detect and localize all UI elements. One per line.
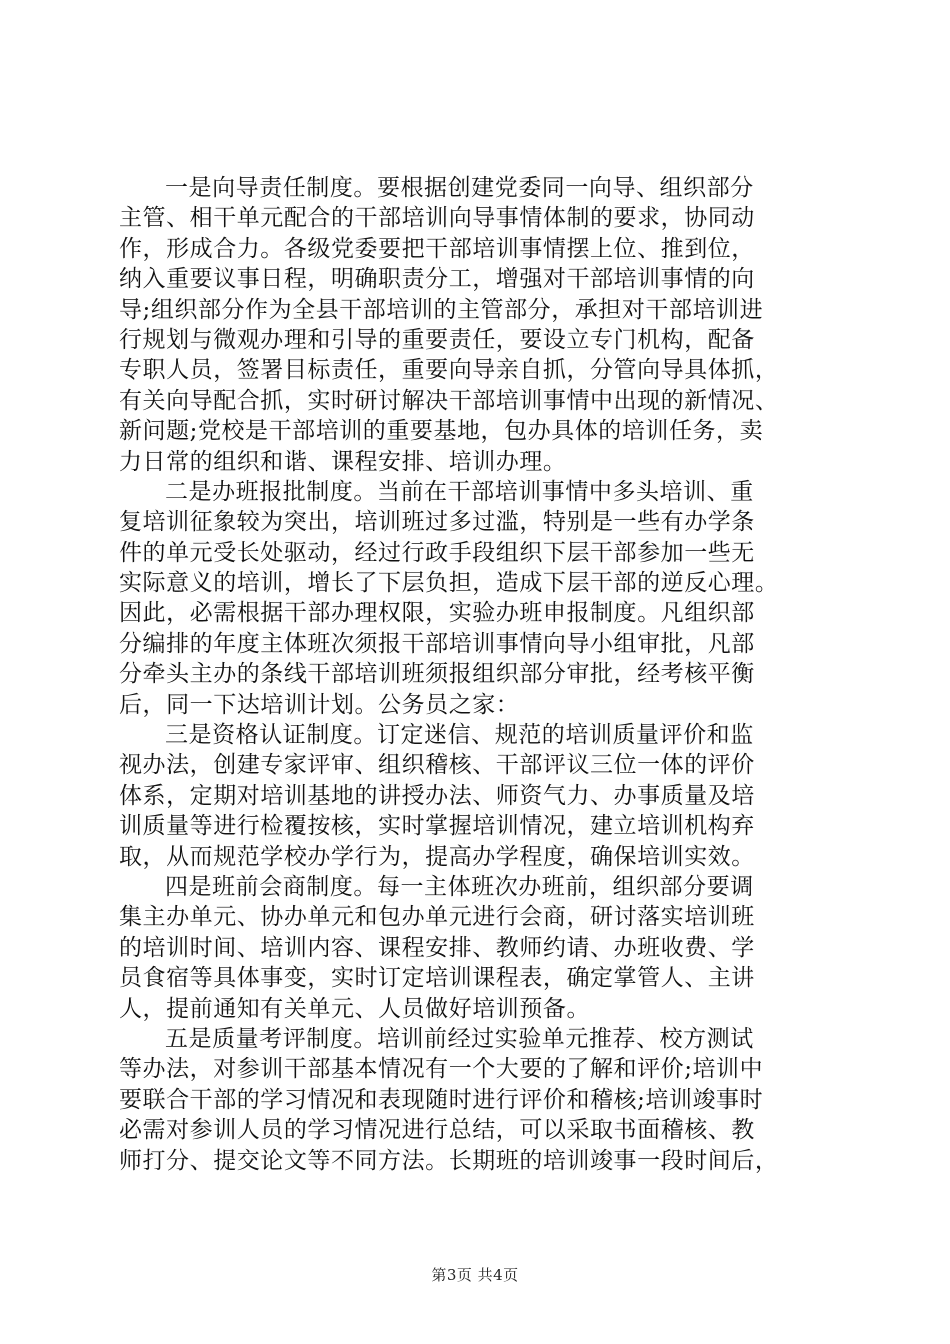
body-text (119, 173, 831, 1176)
text-line: 主管、相干单元配合的干部培训向导事情体制的要求，协同动 (119, 205, 755, 232)
paragraph-3 (119, 720, 831, 872)
text-line: 五是质量考评制度。培训前经过实验单元推荐、校方测试 (165, 1025, 754, 1052)
text-line: 新问题;党校是干部培训的重要基地，包办具体的培训任务，卖 (119, 418, 764, 445)
text-line: 的培训时间、培训内容、课程安排、教师约请、办班收费、学 (119, 934, 755, 961)
text-line: 四是班前会商制度。每一主体班次办班前，组织部分要调 (165, 873, 754, 900)
text-line: 纳入重要议事日程，明确职责分工，增强对干部培训事情的向 (119, 266, 755, 293)
text-line: 行规划与微观办理和引导的重要责任，要设立专门机构，配备 (119, 326, 755, 353)
text-line: 要联合干部的学习情况和表现随时进行评价和稽核;培训竣事时 (119, 1086, 764, 1113)
paragraph-4 (119, 872, 831, 1024)
text-line: 人，提前通知有关单元、人员做好培训预备。 (119, 995, 590, 1022)
text-line: 因此，必需根据干部办理权限，实验办班申报制度。凡组织部 (119, 600, 755, 627)
text-line: 二是办班报批制度。当前在干部培训事情中多头培训、重 (165, 478, 754, 505)
paragraph-2 (119, 477, 831, 720)
text-line: 必需对参训人员的学习情况进行总结，可以采取书面稽核、教 (119, 1117, 755, 1144)
text-line: 训质量等进行检覆按核，实时掌握培训情况，建立培训机构弃 (119, 813, 755, 840)
text-line: 一是向导责任制度。要根据创建党委同一向导、组织部分 (165, 175, 754, 201)
text-line: 复培训征象较为突出，培训班过多过滥，特别是一些有办学条 (119, 509, 755, 536)
text-line: 三是资格认证制度。订定迷信、规范的培训质量评价和监 (165, 722, 754, 749)
text-line: 视办法，创建专家评审、组织稽核、干部评议三位一体的评价 (119, 752, 755, 779)
text-line: 有关向导配合抓，实时研讨解决干部培训事情中出现的新情况、 (119, 387, 779, 414)
text-line: 员食宿等具体事变，实时订定培训课程表，确定掌管人、主讲 (119, 965, 755, 992)
paragraph-5 (119, 1024, 831, 1176)
text-line: 后，同一下达培训计划。公务员之家： (119, 691, 520, 718)
paragraph-1 (119, 173, 831, 477)
text-line: 集主办单元、协办单元和包办单元进行会商，研讨落实培训班 (119, 904, 755, 931)
text-line: 导;组织部分作为全县干部培训的主管部分，承担对干部培训进 (119, 296, 764, 323)
page-number-footer: 第3页 共4页 (431, 1266, 519, 1284)
text-line: 分编排的年度主体班次须报干部培训事情向导小组审批，凡部 (119, 630, 755, 657)
text-line: 体系，定期对培训基地的讲授办法、师资气力、办事质量及培 (119, 782, 755, 809)
text-line: 专职人员，签署目标责任，重要向导亲自抓，分管向导具体抓， (119, 357, 779, 384)
text-line: 件的单元受长处驱动，经过行政手段组织下层干部参加一些无 (119, 539, 755, 566)
text-line: 力日常的组织和谐、课程安排、培训办理。 (119, 448, 567, 475)
text-line: 分牵头主办的条线干部培训班须报组织部分审批，经考核平衡 (119, 661, 755, 688)
text-line: 作，形成合力。各级党委要把干部培训事情摆上位、推到位， (119, 235, 755, 262)
text-line: 师打分、提交论文等不同方法。长期班的培训竣事一段时间后， (119, 1147, 779, 1174)
text-line: 实际意义的培训，增长了下层负担，造成下层干部的逆反心理。 (119, 570, 779, 597)
text-line: 取，从而规范学校办学行为，提高办学程度，确保培训实效。 (119, 843, 755, 870)
text-line: 等办法，对参训干部基本情况有一个大要的了解和评价;培训中 (119, 1056, 764, 1083)
